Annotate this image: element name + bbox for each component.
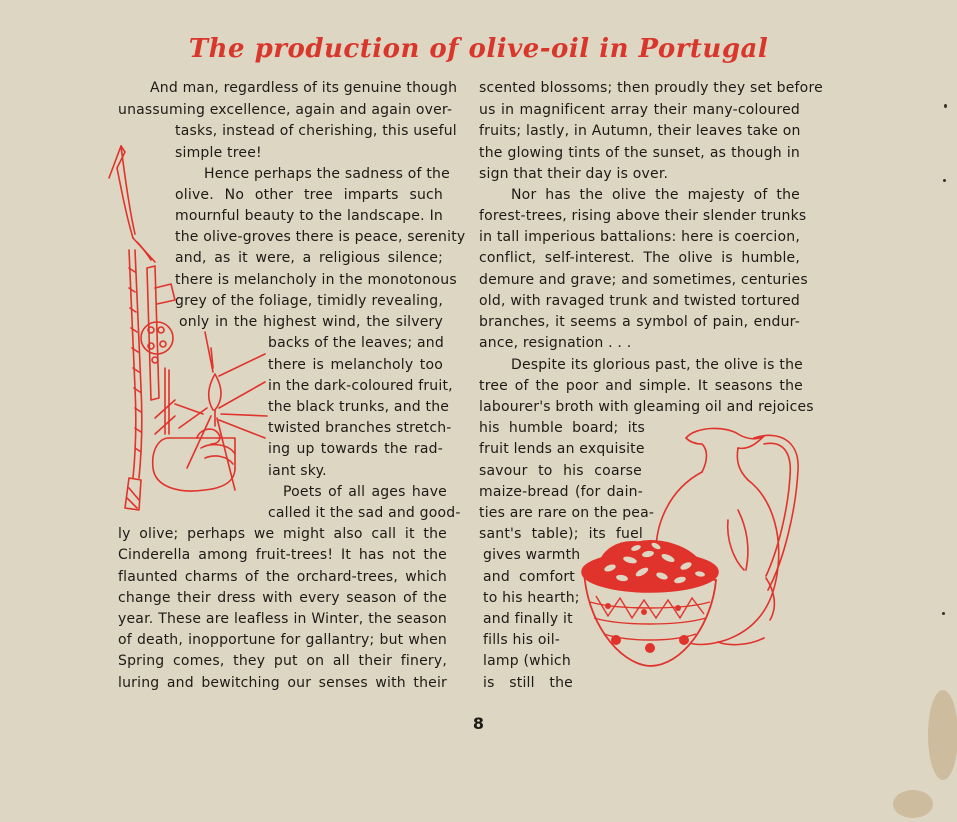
- jug-and-olive-bowl-drawing: [578, 420, 808, 670]
- left-column-text-line: grey of the foliage, timidly revealing,: [175, 293, 443, 309]
- left-column-text-line: flaunted charms of the orchard-trees, which: [118, 569, 447, 585]
- page-number: 8: [472, 714, 485, 733]
- oil-lamp-drawing: [95, 138, 275, 518]
- paper-speck: [942, 612, 945, 615]
- right-column-text-line: us in magnificent array their many-coloured: [479, 102, 800, 118]
- right-column-text-line: ties are rare on the pea-: [479, 505, 655, 521]
- paper-stain: [893, 790, 933, 818]
- right-column-text-line: demure and grave; and sometimes, centuries: [479, 272, 808, 288]
- left-column-text-line: of death, inopportune for gallantry; but when: [118, 632, 447, 648]
- page-title: The production of olive-oil in Portugal: [188, 34, 769, 64]
- left-column-text-line: there is melancholy too: [268, 357, 443, 373]
- left-column-text-line: Cinderella among fruit-trees! It has not the: [118, 547, 447, 563]
- left-column-text-line: there is melancholy in the monotonous: [175, 272, 457, 288]
- left-column-text-line: the black trunks, and the: [268, 399, 450, 415]
- left-column-text-line: year. These are leafless in Winter, the season: [118, 611, 447, 627]
- right-column-text-line: Despite its glorious past, the olive is the: [511, 357, 803, 373]
- left-column-text-line: unassuming excellence, again and again over-: [118, 102, 453, 118]
- right-column-text-line: and finally it: [483, 611, 573, 627]
- right-column-text-line: branches, it seems a symbol of pain, endur-: [479, 314, 800, 330]
- paper-speck: [943, 179, 946, 182]
- right-column-text-line: maize-bread (for dain-: [479, 484, 643, 500]
- left-column-text-line: ing up towards the rad-: [268, 441, 443, 457]
- right-column-text-line: sign that their day is over.: [479, 166, 669, 182]
- right-column-text-line: fruit lends an exquisite: [479, 441, 645, 457]
- right-column-text-line: old, with ravaged trunk and twisted tortured: [479, 293, 800, 309]
- right-column-text-line: is still the: [483, 675, 573, 691]
- right-column-text-line: fruits; lastly, in Autumn, their leaves take on: [479, 123, 801, 139]
- left-column-text-line: mournful beauty to the landscape. In: [175, 208, 443, 224]
- right-column-text-line: savour to his coarse: [479, 463, 642, 479]
- left-column-text-line: the olive-groves there is peace, serenity: [175, 229, 466, 245]
- right-column-text-line: to his hearth;: [483, 590, 580, 606]
- right-column-text-line: gives warmth: [483, 547, 581, 563]
- left-column-text-line: And man, regardless of its genuine though: [150, 80, 458, 96]
- right-column-text-line: his humble board; its: [479, 420, 645, 436]
- left-column-text-line: twisted branches stretch-: [268, 420, 452, 436]
- right-column-text-line: labourer's broth with gleaming oil and rejoices: [479, 399, 814, 415]
- right-column-text-line: conflict, self-interest. The olive is humble,: [479, 250, 800, 266]
- right-column-text-line: tree of the poor and simple. It seasons the: [479, 378, 803, 394]
- right-column-text-line: in tall imperious battalions: here is coercion,: [479, 229, 800, 245]
- left-column-text-line: Hence perhaps the sadness of the: [204, 166, 450, 182]
- left-column-text-line: simple tree!: [175, 145, 262, 161]
- paper-stain: [928, 690, 957, 780]
- left-column-text-line: backs of the leaves; and: [268, 335, 444, 351]
- olive-bowl: [582, 541, 718, 666]
- right-column-text-line: sant's table); its fuel: [479, 526, 643, 542]
- right-column-text-line: fills his oil-: [483, 632, 561, 648]
- paper-speck: [944, 104, 947, 108]
- left-column-text-line: only in the highest wind, the silvery: [179, 314, 443, 330]
- left-column-text-line: called it the sad and good-: [268, 505, 461, 521]
- left-column-text-line: and, as it were, a religious silence;: [175, 250, 443, 266]
- left-column-text-line: luring and bewitching our senses with their: [118, 675, 447, 691]
- right-column-text-line: the glowing tints of the sunset, as though in: [479, 145, 800, 161]
- left-column-text-line: change their dress with every season of the: [118, 590, 447, 606]
- left-column-text-line: ly olive; perhaps we might also call it the: [118, 526, 447, 542]
- left-column-text-line: in the dark-coloured fruit,: [268, 378, 453, 394]
- left-column-text-line: tasks, instead of cherishing, this useful: [175, 123, 457, 139]
- left-column-text-line: iant sky.: [268, 463, 327, 479]
- left-column-text-line: olive. No other tree imparts such: [175, 187, 443, 203]
- right-column-text-line: and comfort: [483, 569, 575, 585]
- right-column-text-line: forest-trees, rising above their slender trunks: [479, 208, 807, 224]
- right-column-text-line: lamp (which: [483, 653, 571, 669]
- right-column-text-line: ance, resignation . . .: [479, 335, 632, 351]
- right-column-text-line: scented blossoms; then proudly they set before: [479, 80, 823, 96]
- left-column-text-line: Spring comes, they put on all their finery,: [118, 653, 447, 669]
- left-column-text-line: Poets of all ages have: [283, 484, 447, 500]
- right-column-text-line: Nor has the olive the majesty of the: [511, 187, 800, 203]
